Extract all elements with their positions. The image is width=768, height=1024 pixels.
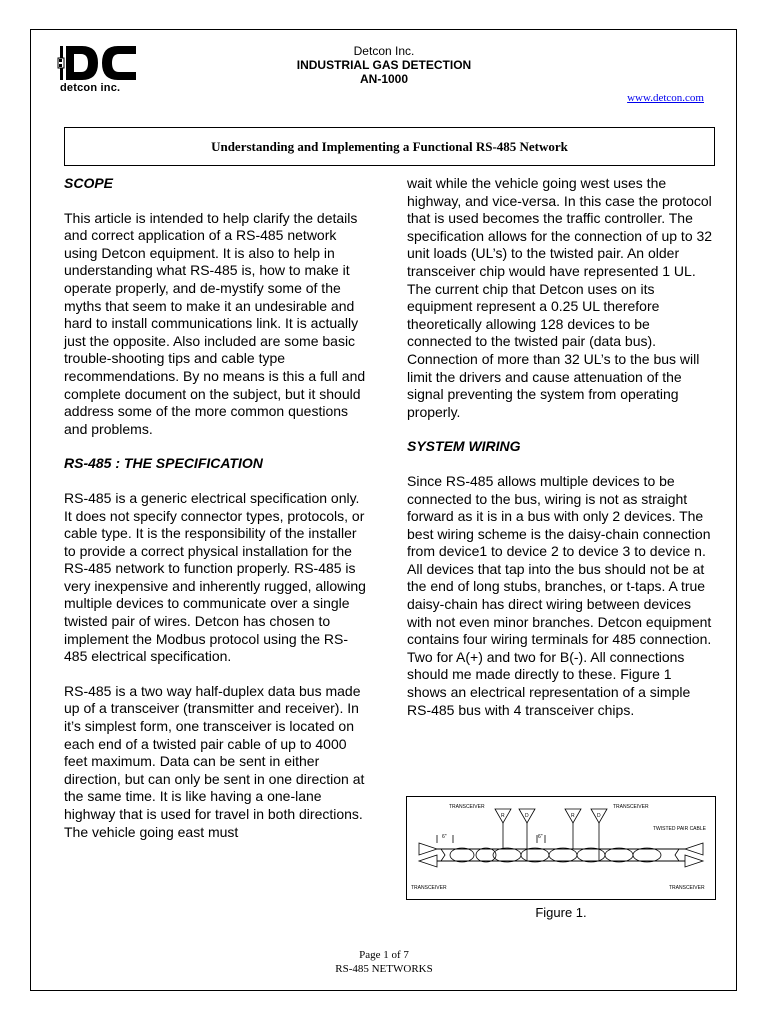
system-wiring-heading: SYSTEM WIRING xyxy=(407,438,521,455)
figure-label-twisted-pair-cable: TWISTED PAIR CABLE xyxy=(653,826,706,832)
right-column xyxy=(407,175,715,719)
document-header xyxy=(234,44,534,86)
continued-paragraph: wait while the vehicle going west uses the highway, and vice-versa. In this case the protocol that is used becomes the traffic controller. The specification allows for the connection of up to 32 unit loads (UL’s) to the twisted pair. An older transceiver chip would have represented 1 UL. The current chip that Detcon uses on its equipment represent a 0.25 UL therefore theoretically allowing 128 devices to be connected to the twisted pair (data bus). Connection of more than 32 UL’s to the bus will limit the drivers and cause attenuation of the signal preventing the system from operating properly. xyxy=(407,175,713,420)
figure-label-receiver-1: R xyxy=(501,813,505,819)
specification-heading: RS-485 : THE SPECIFICATION xyxy=(64,455,263,472)
scope-heading: SCOPE xyxy=(64,175,114,191)
specification-paragraph-2: RS-485 is a two way half-duplex data bus made up of a transceiver (transmitter and receiver). In it’s simplest form, one transceiver is located on each end of a twisted pair cable of up to 4000 feet maximum. Data can be sent in either direction, but can only be sent in one direction at the same time. It is like having a one-lane highway that is used for travel in both directions. The vehicle going east must xyxy=(64,682,365,840)
figure-label-driver-2: D xyxy=(597,813,601,819)
figure-label-transceiver-top-right: TRANSCEIVER xyxy=(613,804,649,810)
footer-document-title: RS-485 NETWORKS xyxy=(335,963,433,975)
figure-1-diagram xyxy=(406,796,716,900)
page-footer xyxy=(234,948,534,976)
figure-label-stub-left: 6" xyxy=(442,834,447,840)
left-column xyxy=(64,175,368,841)
division-name: INDUSTRIAL GAS DETECTION xyxy=(296,58,472,72)
figure-label-stub-center: 6" xyxy=(538,834,543,840)
system-wiring-paragraph: Since RS-485 allows multiple devices to be connected to the bus, wiring is not as straight forward as it is in a bus with only 2 devices. The best wiring scheme is the daisy-chain connection from device1 to device 2 to device 3 to device n. All devices that tap into the bus should not be at the end of long stubs, branches, or t-taps. A true daisy-chain has direct wiring between devices with not even minor branches. Detcon equipment contains four wiring terminals for 485 connection. Two for A(+) and two for B(-). All connections should me made directly to these. Figure 1 shows an electrical representation of a simple RS-485 bus with 4 transceiver chips. xyxy=(407,472,712,718)
page-number: Page 1 of 7 xyxy=(359,949,409,961)
figure-label-receiver-2: R xyxy=(571,813,575,819)
figure-label-driver-1: D xyxy=(525,813,529,819)
specification-paragraph-1: RS-485 is a generic electrical specification only. It does not specify connector types, protocols, or cable type. It is the responsibility of the installer to provide a correct physical installation for the RS-485 network to function properly. RS-485 is very inexpensive and inherently rugged, allowing multiple devices to communicate over a single twisted pair of wires. Detcon has chosen to implement the Modbus protocol using the RS-485 electrical specification. xyxy=(64,489,366,665)
document-number: AN-1000 xyxy=(359,72,409,86)
logo-text: detcon inc. xyxy=(60,82,121,94)
figure-caption: Figure 1. xyxy=(535,905,587,920)
figure-label-transceiver-top-left: TRANSCEIVER xyxy=(449,804,485,810)
figure-label-transceiver-bottom-right: TRANSCEIVER xyxy=(669,885,705,891)
company-name: Detcon Inc. xyxy=(353,44,415,58)
website-link[interactable]: www.detcon.com xyxy=(627,92,704,104)
rs485-bus-diagram xyxy=(407,797,715,899)
scope-paragraph: This article is intended to help clarify the details and correct application of a RS-485 network using Detcon equipment. It is also to help in understanding what RS-485 is, how to make it operate properly, and de-mystify some of the myths that seem to make it an undesirable and hard to install communications link. It is actually just the opposite. Also included are some basic trouble-shooting tips and cable type recommendations. By no means is this a full and complete document on the subject, but it should address some of the more common questions and problems. xyxy=(64,209,366,437)
document-title: Understanding and Implementing a Functional RS-485 Network xyxy=(64,127,715,166)
figure-label-transceiver-bottom-left: TRANSCEIVER xyxy=(411,885,447,891)
